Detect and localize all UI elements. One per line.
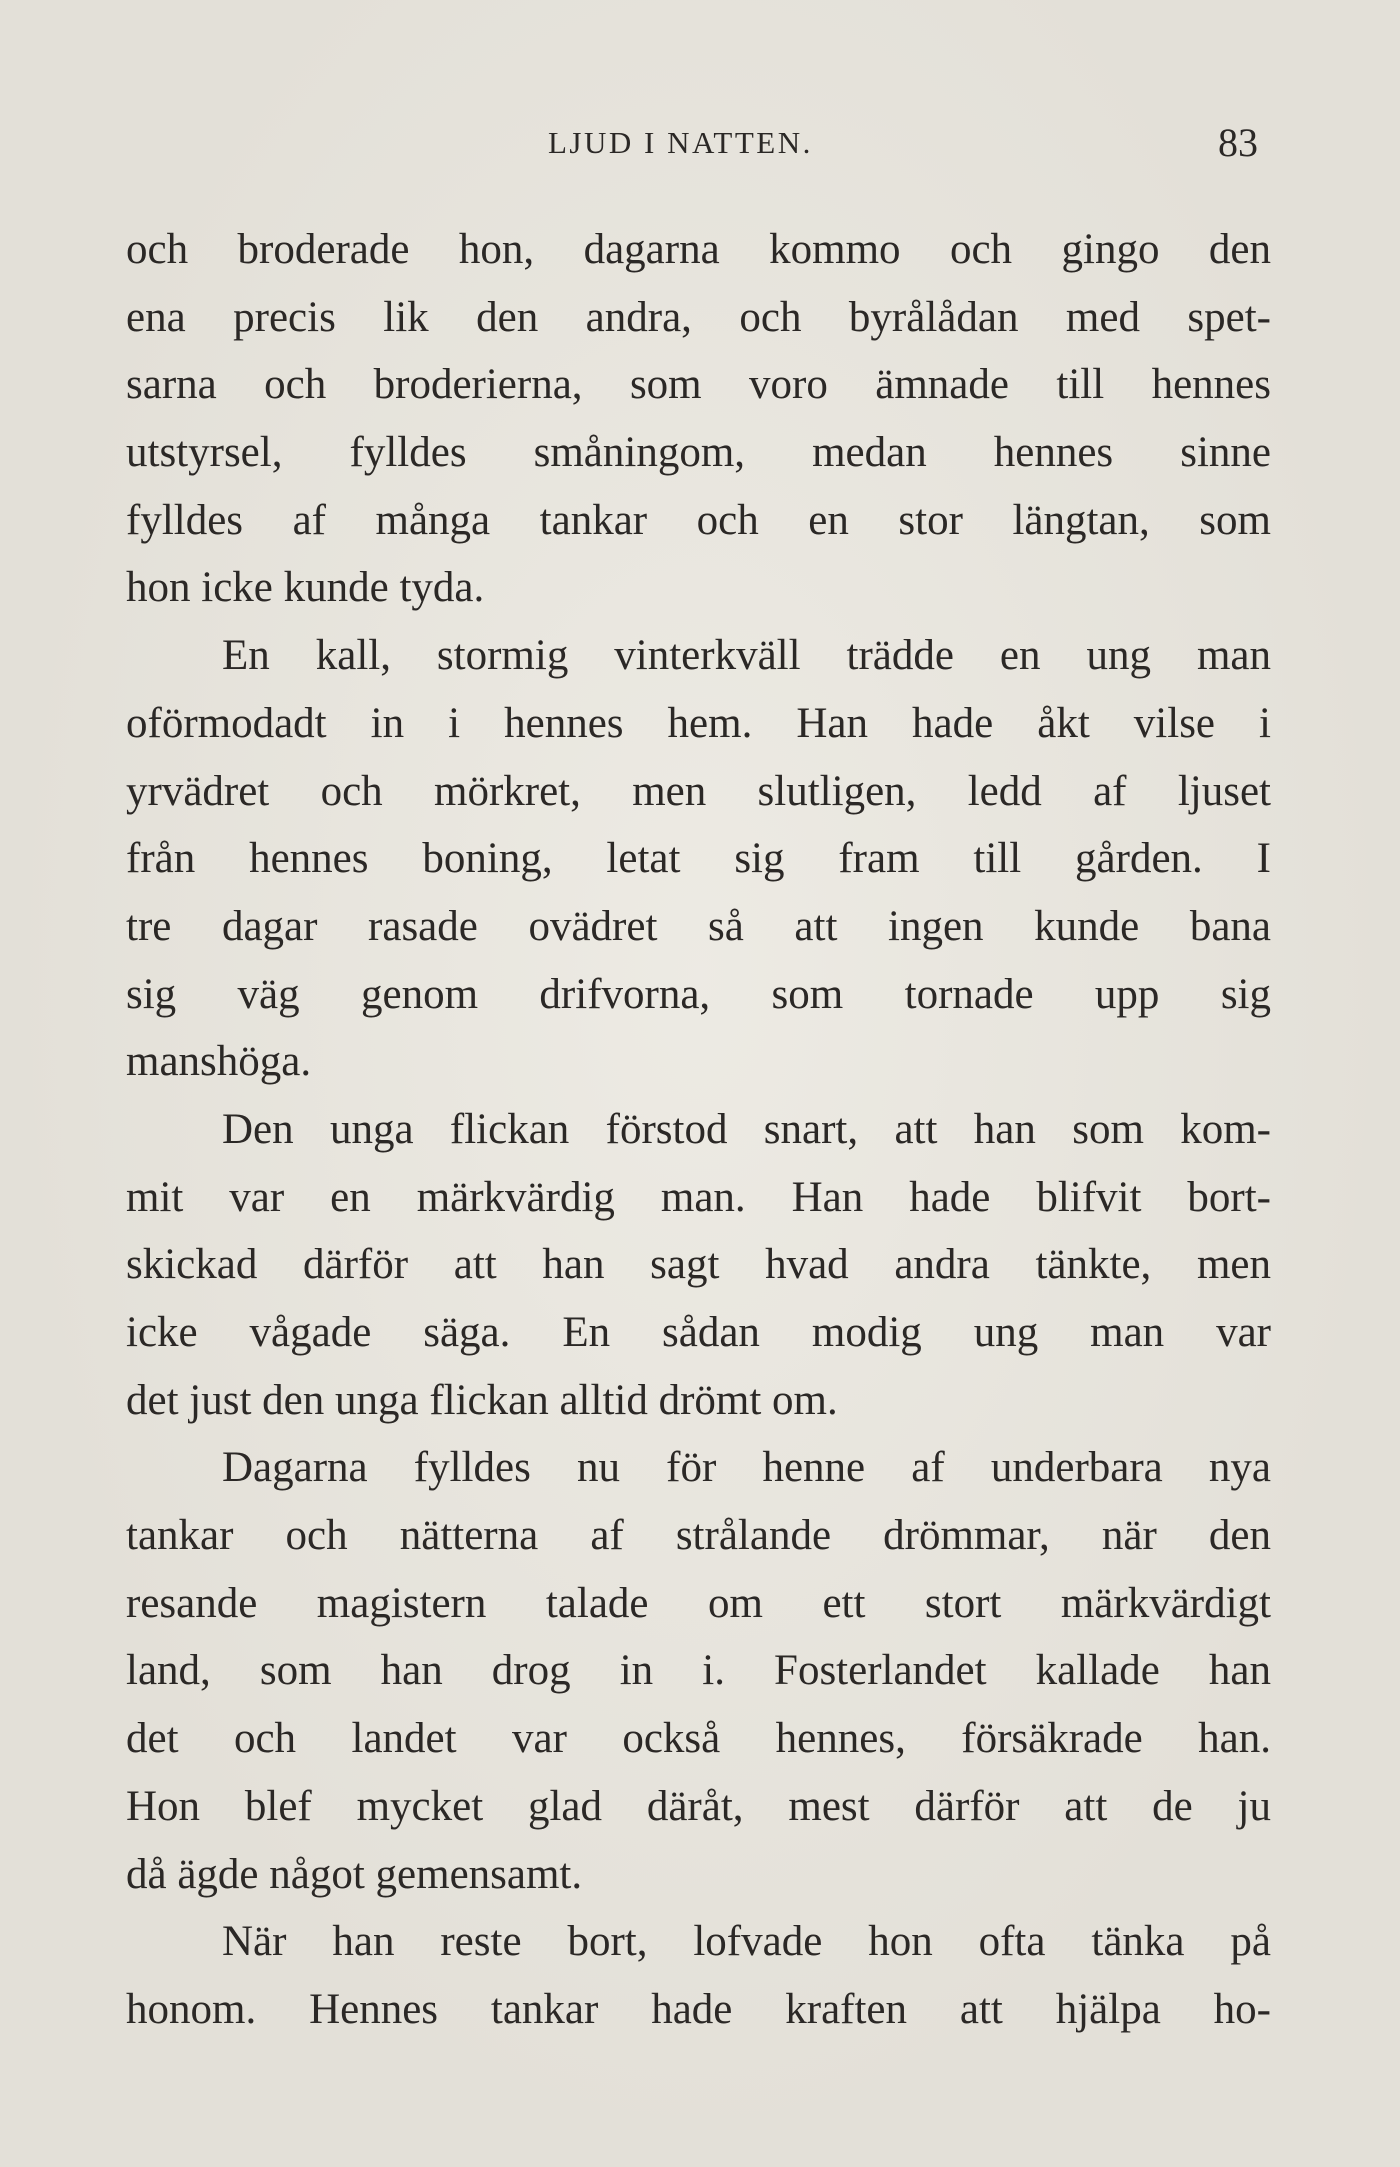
text-line: En kall, stormig vinterkväll trädde en ung man xyxy=(222,632,1271,680)
page-number: 83 xyxy=(1218,120,1258,165)
page-header xyxy=(0,118,1400,168)
text-line: oförmodadt in i hennes hem. Han hade åkt vilse i xyxy=(126,699,1271,747)
text-line: och broderade hon, dagarna kommo och gingo den xyxy=(126,226,1271,273)
text-line: Hon blef mycket glad däråt, mest därför att de ju xyxy=(126,1782,1271,1830)
text-line: land, som han drog in i. Fosterlandet kallade han xyxy=(126,1647,1271,1695)
text-line: honom. Hennes tankar hade kraften att hjälpa ho- xyxy=(126,1985,1271,2033)
text-line: tankar och nätterna af strålande drömmar, när den xyxy=(126,1512,1271,1560)
text-line: det och landet var också hennes, försäkrade han. xyxy=(126,1715,1271,1763)
text-line: icke vågade säga. En sådan modig ung man var xyxy=(126,1309,1271,1356)
text-line: tre dagar rasade ovädret så att ingen kunde bana xyxy=(126,902,1271,950)
text-line: det just den unga flickan alltid drömt om. xyxy=(126,1376,838,1424)
text-line: ena precis lik den andra, och byrålådan med spet- xyxy=(126,293,1271,341)
text-line: fylldes af många tankar och en stor längtan, som xyxy=(126,496,1271,544)
body-text xyxy=(126,216,1271,2044)
text-line: mit var en märkvärdig man. Han hade blifvit bort- xyxy=(126,1173,1271,1221)
running-title: LJUD I NATTEN. xyxy=(548,125,813,160)
text-line: sig väg genom drifvorna, som tornade upp sig xyxy=(126,970,1271,1018)
text-line: från hennes boning, letat sig fram till gården. I xyxy=(126,835,1271,883)
text-line: utstyrsel, fylldes småningom, medan hennes sinne xyxy=(126,429,1271,477)
text-line: manshöga. xyxy=(126,1038,312,1086)
text-line: skickad därför att han sagt hvad andra tänkte, men xyxy=(126,1241,1271,1289)
text-line: hon icke kunde tyda. xyxy=(126,564,485,612)
text-line: sarna och broderierna, som voro ämnade till hennes xyxy=(126,361,1271,409)
text-line: yrvädret och mörkret, men slutligen, ledd af ljuset xyxy=(126,767,1271,815)
text-line: Dagarna fylldes nu för henne af underbara nya xyxy=(222,1444,1271,1492)
text-line: då ägde något gemensamt. xyxy=(126,1850,583,1898)
text-line: När han reste bort, lofvade hon ofta tänka på xyxy=(222,1918,1271,1966)
text-line: Den unga flickan förstod snart, att han som kom- xyxy=(222,1105,1271,1153)
text-line: resande magistern talade om ett stort märkvärdigt xyxy=(126,1579,1271,1627)
